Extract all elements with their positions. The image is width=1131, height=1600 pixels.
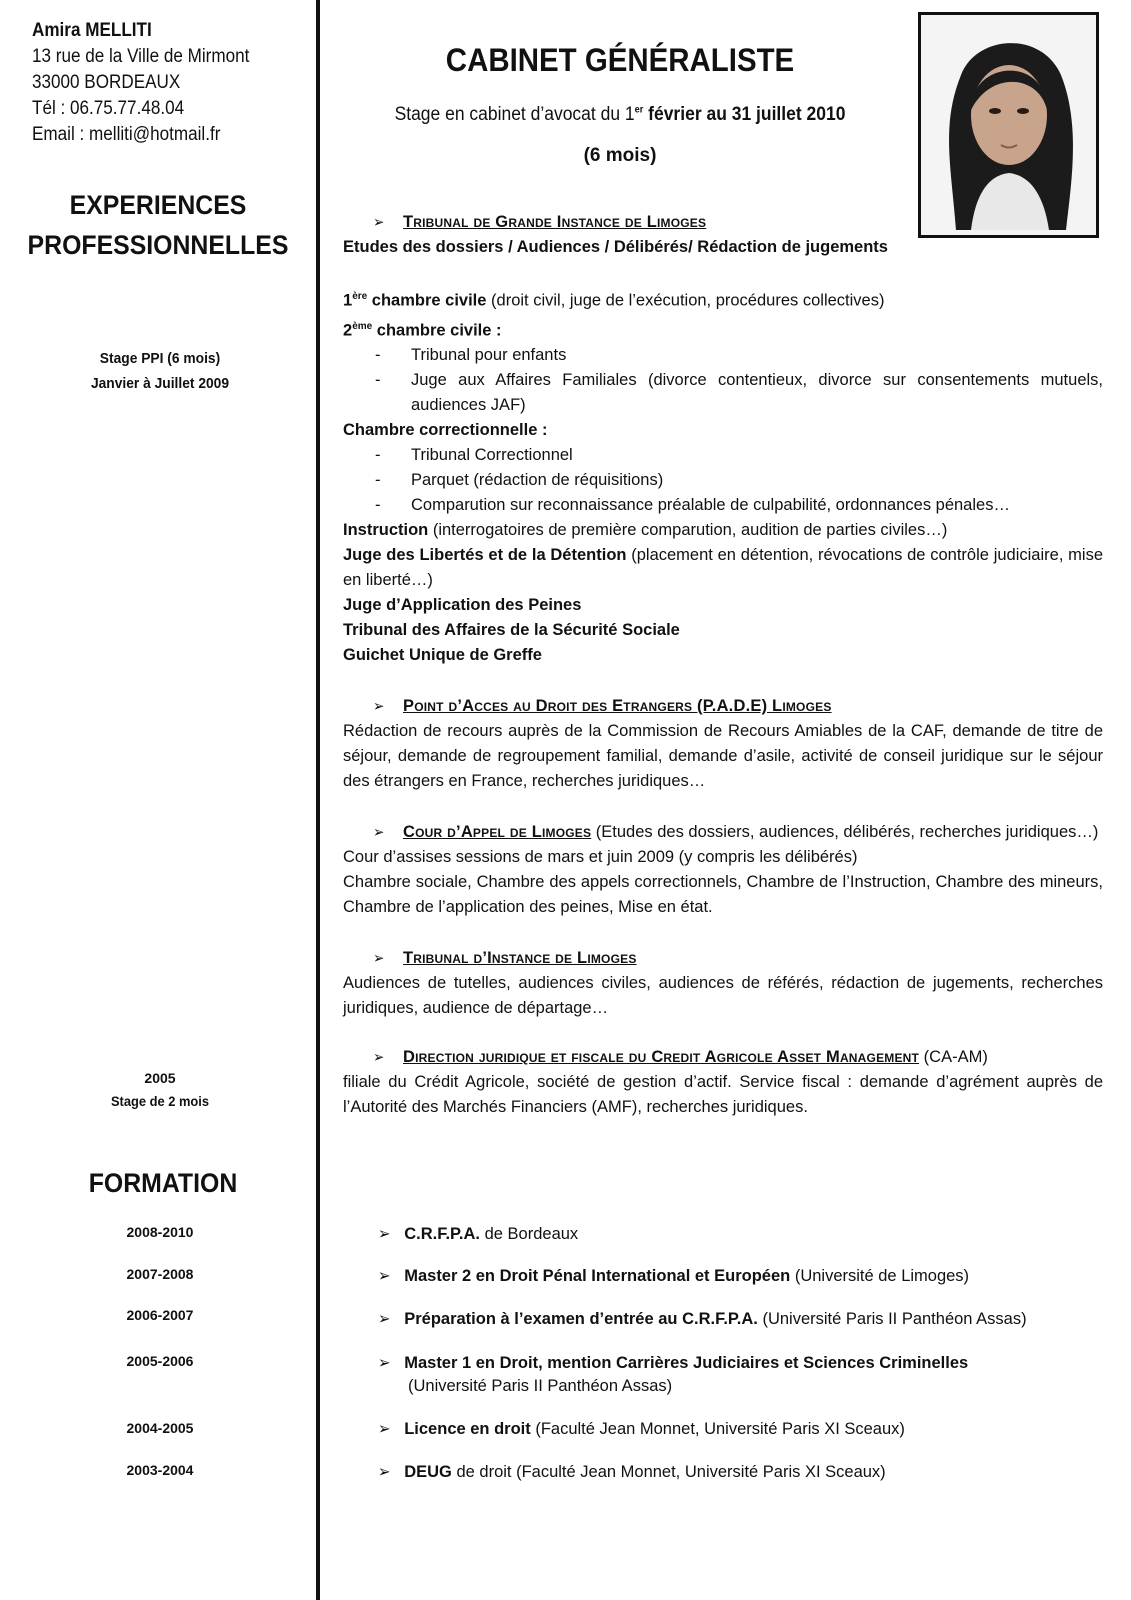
page-subtitle: [353, 104, 887, 126]
arrow-icon: ➢: [378, 1225, 391, 1243]
contact-name: [32, 18, 152, 44]
arrow-icon: ➢: [373, 824, 385, 841]
c2-bold: chambre civile :: [372, 321, 502, 339]
list-item: - Tribunal Correctionnel: [375, 446, 573, 464]
list-item: - Parquet (rédaction de réquisitions): [375, 471, 664, 489]
experiences-heading-line2: PROFESSIONNELLES: [27, 230, 289, 260]
stage1-dates: Janvier à Juillet 2009: [90, 375, 230, 392]
formation-item: [378, 1223, 578, 1245]
guichet: Guichet Unique de Greffe: [343, 646, 542, 664]
list-item: - Juge aux Affaires Familiales (divorce contentieux, divorce sur consentements mutuels, audiences JAF): [343, 368, 1103, 418]
last-name: MELLITI: [85, 20, 152, 41]
main-content: [343, 210, 1103, 1120]
formation-rest: (Université Paris II Panthéon Assas): [757, 1310, 1027, 1328]
stage2-year: 2005: [144, 1070, 176, 1086]
pade-heading: [343, 694, 1103, 719]
address-line-1: 13 rue de la Ville de Mirmont: [32, 46, 250, 67]
formation-bold: C.R.F.P.A.: [404, 1225, 481, 1243]
stage2-label: Stage de 2 mois: [110, 1093, 210, 1109]
formation-bold: Master 2 en Droit Pénal International et Européen: [404, 1267, 791, 1285]
cour-inline: (Etudes des dossiers, audiences, délibérés, recherches juridiques…): [591, 823, 1099, 841]
ti-text: Audiences de tutelles, audiences civiles, audiences de référés, rédaction de jugements, recherches juridiques, audience de départage…: [343, 974, 1103, 1017]
arrow-icon: ➢: [373, 950, 385, 967]
arrow-icon: ➢: [373, 1049, 385, 1066]
page-duration: (6 mois): [583, 145, 657, 166]
subtitle-text: Stage en cabinet d’avocat du 1: [394, 104, 635, 125]
c2-num: 2: [343, 321, 353, 339]
arrow-icon: ➢: [373, 698, 385, 715]
formation-year: 2005-2006: [126, 1353, 194, 1369]
jap: Juge d’Application des Peines: [343, 596, 582, 614]
c1-sup: ère: [352, 291, 368, 302]
corr-item: Comparution sur reconnaissance préalable de culpabilité, ordonnances pénales…: [411, 496, 1010, 514]
tgi-title: Tribunal de Grande Instance de Limoges: [403, 213, 707, 231]
subtitle-sup: er: [634, 104, 644, 116]
jld-rest: (placement en détention, révocations de contrôle judiciaire, mise en liberté…): [343, 546, 1104, 589]
formation-year: 2008-2010: [126, 1224, 194, 1240]
experiences-heading-line1: EXPERIENCES: [69, 190, 247, 220]
formation-rest: de droit (Faculté Jean Monnet, Université Paris XI Sceaux): [451, 1463, 886, 1481]
subtitle-dates: février au 31 juillet 2010: [643, 104, 846, 125]
formation-rest: (Université de Limoges): [790, 1267, 970, 1285]
formation-item: [378, 1352, 968, 1374]
list-item: - Tribunal pour enfants: [375, 346, 567, 364]
formation-bold: Préparation à l’examen d’entrée au C.R.F.P.A.: [404, 1310, 758, 1328]
c2-item: Tribunal pour enfants: [411, 346, 567, 364]
portrait-icon: [921, 15, 1096, 235]
formation-item: [378, 1265, 969, 1287]
formation-rest: (Faculté Jean Monnet, Université Paris XI Sceaux): [530, 1420, 905, 1438]
c2-sup: ème: [352, 320, 373, 332]
tgi-heading: [343, 210, 1103, 235]
cour-title: Cour d’Appel de Limoges: [403, 823, 592, 841]
formation-bold: DEUG: [404, 1463, 452, 1481]
stage1-label: Stage PPI (6 mois): [99, 350, 221, 367]
instr-bold: Instruction: [343, 521, 429, 539]
tgi-tasks: Etudes des dossiers / Audiences / Délibérés/ Rédaction de jugements: [343, 238, 888, 256]
formation-item: [378, 1418, 905, 1440]
arrow-icon: ➢: [378, 1267, 391, 1285]
cour-line2: Cour d’assises sessions de mars et juin 2009 (y compris les délibérés): [343, 848, 858, 866]
phone: Tél : 06.75.77.48.04: [32, 98, 185, 119]
arrow-icon: ➢: [373, 214, 385, 231]
instr-rest: (interrogatoires de première comparution, audition de parties civiles…): [428, 521, 948, 539]
ca-title: Direction juridique et fiscale du Credit Agricole Asset Management: [403, 1048, 920, 1066]
tgi-chambre-2: [343, 314, 1103, 344]
ca-text: filiale du Crédit Agricole, société de gestion d’actif. Service fiscal : demande d’agrément auprès de l’Autorité des Marchés Financiers (AMF), recherches juridiques.: [343, 1073, 1103, 1116]
ca-inline: (CA-AM): [919, 1048, 988, 1066]
c1-bold: chambre civile: [367, 291, 487, 310]
formation-heading: FORMATION: [88, 1168, 238, 1198]
tass: Tribunal des Affaires de la Sécurité Sociale: [343, 621, 680, 639]
formation-rest: de Bordeaux: [480, 1225, 579, 1243]
ca-heading: [343, 1045, 1103, 1070]
formation-item: [378, 1461, 886, 1483]
corr-item: Tribunal Correctionnel: [411, 446, 573, 464]
pade-text: Rédaction de recours auprès de la Commission de Recours Amiables de la CAF, demande de titre de séjour, demande de regroupement familial, demande d’asile, activité de conseil juridique sur le séjour des étrangers en France, recherches juridiques…: [343, 722, 1103, 790]
arrow-icon: ➢: [378, 1463, 391, 1481]
arrow-icon: ➢: [378, 1310, 391, 1328]
page-title: CABINET GÉNÉRALISTE: [445, 42, 795, 78]
formation-year: 2007-2008: [126, 1266, 194, 1282]
ti-heading: [343, 946, 1103, 971]
first-name: Amira: [32, 20, 81, 41]
cour-line3: Chambre sociale, Chambre des appels correctionnels, Chambre de l’Instruction, Chambre des mineurs, Chambre de l’application des peines, Mise en état.: [343, 873, 1103, 916]
tgi-chambre-1: [343, 284, 1103, 314]
arrow-icon: ➢: [378, 1354, 391, 1372]
cour-heading: [343, 820, 1103, 845]
formation-item-line2: (Université Paris II Panthéon Assas): [408, 1377, 673, 1395]
pade-title: Point d’Acces au Droit des Etrangers (P.A.D.E) Limoges: [403, 697, 832, 715]
formation-year: 2006-2007: [126, 1307, 194, 1323]
c2-item: Juge aux Affaires Familiales (divorce contentieux, divorce sur consentements mutuels, audiences JAF): [411, 371, 1103, 414]
list-item: - Comparution sur reconnaissance préalable de culpabilité, ordonnances pénales…: [375, 496, 1010, 514]
formation-year: 2004-2005: [126, 1420, 194, 1436]
corr-title: Chambre correctionnelle :: [343, 421, 548, 439]
jld-bold: Juge des Libertés et de la Détention: [343, 546, 627, 564]
ti-title: Tribunal d’Instance de Limoges: [403, 949, 637, 967]
instruction: [343, 518, 1103, 543]
email: Email : melliti@hotmail.fr: [32, 124, 221, 145]
address-line-2: 33000 BORDEAUX: [32, 72, 181, 93]
c1-num: 1: [343, 291, 353, 310]
formation-item: [378, 1308, 1027, 1330]
formation-bold: Master 1 en Droit, mention Carrières Judiciaires et Sciences Criminelles: [404, 1354, 969, 1372]
formation-bold: Licence en droit: [404, 1420, 531, 1438]
portrait-photo: [918, 12, 1099, 238]
jld: [343, 543, 1103, 593]
arrow-icon: ➢: [378, 1420, 391, 1438]
corr-item: Parquet (rédaction de réquisitions): [411, 471, 664, 489]
formation-year: 2003-2004: [126, 1462, 194, 1478]
c1-rest: (droit civil, juge de l’exécution, procédures collectives): [486, 291, 885, 310]
